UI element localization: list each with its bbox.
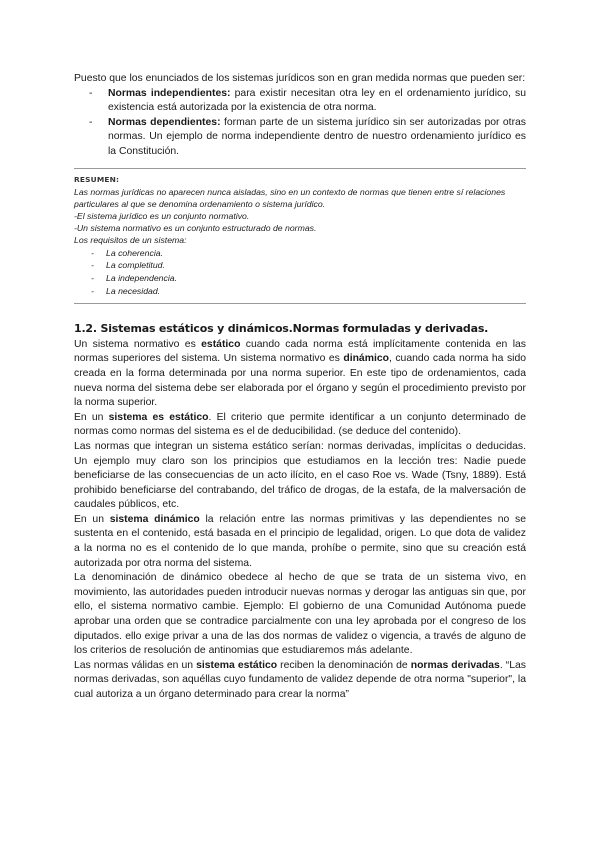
requirement-text: La completitud. (106, 260, 165, 271)
bold-term: normas derivadas (410, 659, 500, 671)
summary-line: -Un sistema normativo es un conjunto estructurado de normas. (74, 223, 317, 234)
summary-line: -El sistema jurídico es un conjunto normativo. (74, 210, 250, 221)
list-item (74, 259, 526, 272)
list-item (74, 116, 526, 160)
paragraph: Las normas que integran un sistema estático serían: normas derivadas, implícitas o deducidas. Un ejemplo muy claro son los principios que estudiamos en la lección tres: Nadie puede beneficiarse de las consecuencias de un acto ilícito, en el caso Roe vs. Wade (Tsny, 1889). Está prohibido beneficiarse del contrabando, del tráfico de drogas, de la estafa, de la malversación de caudales públicos, etc. (74, 440, 526, 511)
term-independent: Normas independientes: (108, 87, 231, 99)
text-run: Un sistema normativo es (74, 338, 202, 350)
paragraph (74, 411, 526, 440)
intro-paragraph: Puesto que los enunciados de los sistemas jurídicos son en gran medida normas que pueden ser: (74, 73, 526, 84)
bullet-dash: - (91, 285, 94, 296)
bullet-dash: - (89, 116, 93, 128)
section-heading: 1.2. Sistemas estáticos y dinámicos.Normas formuladas y derivadas. (74, 321, 489, 335)
paragraph (74, 338, 526, 411)
list-item (74, 285, 526, 298)
requirement-text: La necesidad. (106, 285, 161, 296)
paragraph: La denominación de dinámico obedece al hecho de que se trata de un sistema vivo, en movimiento, las autoridades pueden introducir nuevas normas y derogar las antiguas sin que, por ello, el sistema normativo cambie. Ejemplo: El gobierno de una Comunidad Autónoma puede aprobar una orden que se contradice parcialmente con una ley aprobada por el congreso de los diputados. ello exige privar a una de las dos normas de validez o vigencia, a través de alguno de los criterios de resolución de antinomias que estudiaremos más adelante. (74, 572, 526, 657)
requirement-text: La coherencia. (106, 247, 163, 258)
bullet-dash: - (91, 260, 94, 271)
bold-term: sistema estático (196, 659, 278, 671)
text-run: Las normas válidas en un (74, 659, 197, 671)
requirements-list (74, 247, 526, 298)
text-run: , cuando cada norma ha sido creada en la forma determinada por una norma superior. En este tipo de ordenamientos, cada nueva norma del sistema debe ser elaborada por el órgano y según el procedimiento previsto por la norma superior. (74, 353, 527, 409)
text-run: reciben la denominación de (277, 659, 411, 671)
summary-line: Las normas jurídicas no aparecen nunca aisladas, sino en un contexto de normas que tienen entre sí relaciones particulares al que se denomina ordenamiento o sistema jurídico. (74, 186, 506, 209)
divider (74, 168, 526, 169)
summary-line: Los requisitos de un sistema: (74, 235, 187, 246)
summary-label: RESUMEN: (74, 174, 120, 184)
list-item (74, 272, 526, 285)
term-dependent-text: forman parte de un sistema jurídico sin ser autorizadas por otras normas. Un ejemplo de norma independiente dentro de nuestro ordenamiento jurídico es la Constitución. (108, 116, 527, 157)
paragraph (74, 513, 526, 571)
bullet-dash: - (89, 87, 93, 99)
text-run: En un (74, 513, 110, 525)
text-run: la relación entre las normas primitivas y las dependientes no se sustenta en el contenido, está basada en el principio de legalidad, origen. Lo que dota de validez a la norma no es el contenido de lo que manda, prohíbe o permite, sino que su creación está autorizada por otra norma del sistema. (74, 513, 526, 569)
bullet-dash: - (91, 247, 94, 258)
paragraph (74, 659, 526, 703)
norm-types-list (74, 87, 526, 160)
term-independent-text: para existir necesitan otra ley en el ordenamiento jurídico, su existencia está autorizada por la existencia de otra norma. (108, 87, 526, 114)
text-run: cuando cada norma está implícitamente contenida en las normas superiores del sistema. Un sistema normativo es (74, 338, 526, 365)
term-dependent: Normas dependientes: (108, 116, 221, 128)
requirement-text: La independencia. (106, 273, 178, 284)
bullet-dash: - (91, 273, 94, 284)
bold-term: dinámico (343, 353, 389, 365)
text-run: . “Las normas derivadas, son aquéllas cuyo fundamento de validez depende de otra norma "superior", la cual autoriza a un órgano determinado para crear la norma” (74, 659, 526, 701)
divider (74, 303, 526, 304)
text-run: . El criterio que permite identificar a un conjunto determinado de normas como normas del sistema es el de deducibilidad. (se deduce del contenido). (74, 411, 526, 438)
text-run: En un (74, 411, 109, 423)
list-item (74, 247, 526, 260)
bold-term: sistema es estático (108, 411, 209, 423)
list-item (74, 87, 526, 116)
page-content (74, 72, 526, 703)
bold-term: sistema dinámico (109, 513, 200, 525)
bold-term: estático (201, 338, 241, 350)
